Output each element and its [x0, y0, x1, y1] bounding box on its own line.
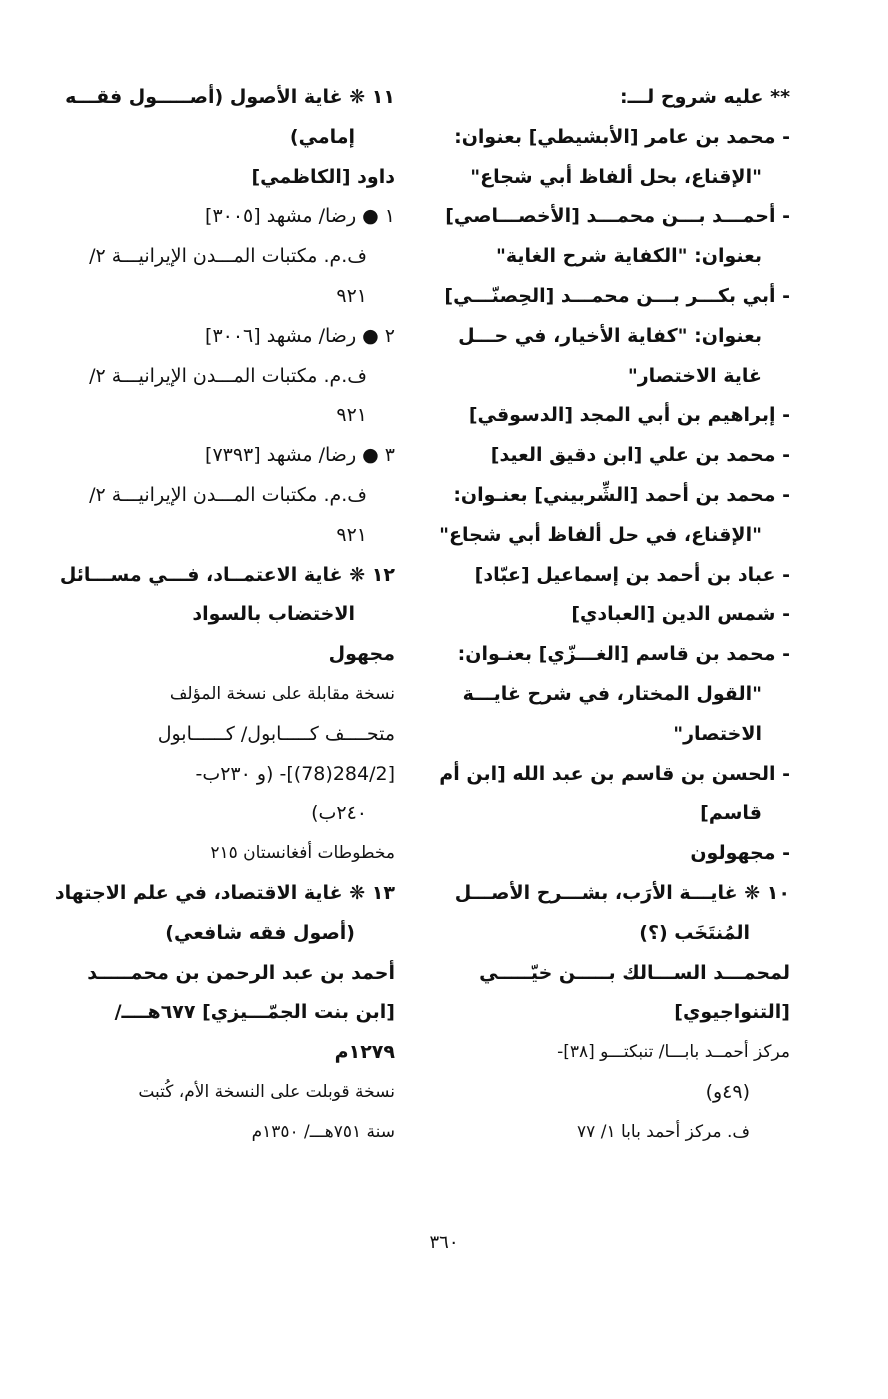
left-column-line: [ابن بنت الجمّـــيزي] ٦٧٧هــــ/	[114, 1001, 395, 1024]
right-column-line: [التنواجيوي]	[674, 1001, 790, 1024]
right-column-line: الاختصار"	[673, 722, 762, 745]
right-column-line: - شمس الدين [العبادي]	[571, 603, 790, 626]
right-column-line: "الإقناع، بحل ألفاظ أبي شجاع"	[470, 165, 762, 188]
right-column-line: - إبراهيم بن أبي المجد [الدسوقي]	[468, 404, 790, 427]
right-column-line: (٤٩و)	[705, 1080, 750, 1103]
right-column-line: - محمد بن عامر [الأبشيطي] بعنوان:	[454, 125, 790, 148]
left-column-line: ٢٤٠ب)	[311, 802, 367, 825]
right-column-line: - محمد بن أحمد [الشِّربيني] بعنـوان:	[453, 483, 790, 506]
left-column-line: ٩٢١	[336, 523, 367, 546]
left-column-line: إمامي)	[289, 125, 355, 148]
left-column-line: أحمد بن عبد الرحمن بن محمـــــد	[87, 961, 395, 984]
left-column-line: ١ ● رضا/ مشهد [٣٠٠٥]	[205, 205, 395, 228]
right-column-line: ** عليه شروح لـــ:	[620, 86, 790, 108]
left-column-line: متحــــف كـــــابول/ كــــــابول	[157, 722, 395, 745]
left-column-line: ٩٢١	[336, 284, 367, 307]
right-column-line: بعنوان: "الكفاية شرح الغاية"	[495, 245, 762, 268]
right-column-line: "القول المختار، في شرح غايـــة	[462, 682, 762, 705]
right-column-line: غاية الاختصار"	[627, 364, 762, 387]
right-column-line: - محمد بن قاسم [الغـــزّي] بعنـوان:	[457, 643, 790, 666]
left-column-line: نسخة مقابلة على نسخة المؤلف	[169, 683, 395, 704]
left-column-line: ١٣ ❋ غاية الاقتصاد، في علم الاجتهاد	[54, 881, 395, 904]
right-column-line: ف. مركز أحمد بابا ١/ ٧٧	[577, 1121, 750, 1142]
right-column-line: ١٠ ❋ غايـــة الأرَب، بشـــرح الأصـــل	[454, 881, 790, 904]
page-number: ٣٦٠	[429, 1232, 459, 1253]
left-column-line: (أصول فقه شافعي)	[165, 921, 355, 944]
left-column-line: مجهول	[328, 643, 395, 666]
right-column-line: "الإقناع، في حل ألفاظ أبي شجاع"	[439, 523, 762, 546]
right-column	[430, 78, 790, 1153]
left-column-line: مخطوطات أفغانستان ٢١٥	[210, 843, 395, 864]
right-column-line: لمحمـــد الســـالك بـــــن خيّـــــي	[479, 961, 790, 984]
left-column-line: ١٢٧٩م	[334, 1041, 395, 1064]
left-column-line: داود [الكاظمي]	[251, 165, 395, 188]
right-column-line: - أحمـــد بـــن محمـــد [الأخصـــاصي]	[445, 205, 790, 228]
right-column-line: قاسم]	[700, 802, 762, 825]
right-column-line: - محمد بن علي [ابن دقيق العيد]	[490, 444, 790, 467]
right-column-line: - مجهولون	[690, 842, 790, 865]
right-column-line: مركز أحمــد بابـــا/ تنبكتـــو [٣٨]-	[557, 1042, 790, 1063]
right-column-line: - الحسن بن قاسم بن عبد الله [ابن أم	[439, 762, 790, 785]
left-column-line: ١١ ❋ غاية الأصول (أصـــــول فقـــه	[65, 86, 395, 108]
left-column-line: ف.م. مكتبات المـــدن الإيرانيـــة ٢/	[89, 364, 367, 387]
right-column-line: - عباد بن أحمد بن إسماعيل [عبّاد]	[474, 563, 790, 586]
right-column-line: - أبي بكـــر بـــن محمـــد [الحِصنّـــي]	[444, 284, 790, 307]
left-column-line: ٩٢١	[336, 404, 367, 427]
left-column-line: ف.م. مكتبات المـــدن الإيرانيـــة ٢/	[89, 483, 367, 506]
left-column-line: الاختضاب بالسواد	[192, 603, 355, 626]
left-column-line: ٢ ● رضا/ مشهد [٣٠٠٦]	[205, 324, 395, 347]
left-column	[50, 78, 395, 1153]
left-column-line: [284/2(78)]- (و ٢٣٠ب-	[195, 762, 395, 785]
left-column-line: سنة ٧٥١هـــ/ ١٣٥٠م	[251, 1121, 395, 1142]
right-column-line: المُنتَخَب (؟)	[639, 921, 750, 944]
left-column-line: نسخة قوبلت على النسخة الأم، كُتبت	[138, 1081, 395, 1102]
left-column-line: ١٢ ❋ غاية الاعتمــاد، فـــي مســـائل	[59, 563, 395, 586]
left-column-line: ف.م. مكتبات المـــدن الإيرانيـــة ٢/	[89, 245, 367, 268]
left-column-line: ٣ ● رضا/ مشهد [٧٣٩٣]	[205, 444, 395, 467]
right-column-line: بعنوان: "كفاية الأخيار، في حـــل	[458, 324, 762, 347]
